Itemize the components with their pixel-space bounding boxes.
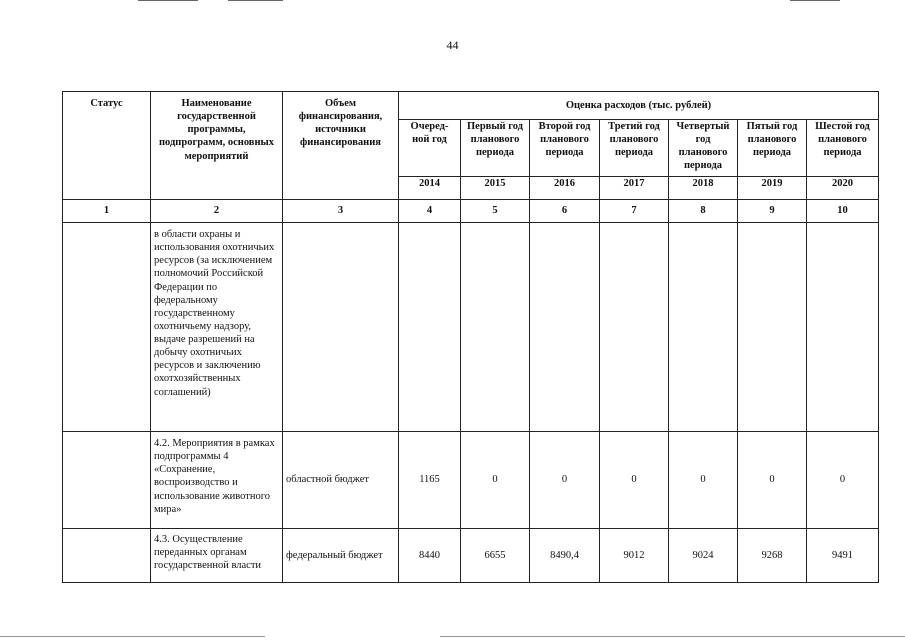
header-year: 2014 [399, 177, 461, 200]
row-value [669, 223, 738, 432]
row-value: 9268 [738, 529, 807, 583]
header-year: 2016 [530, 177, 600, 200]
header-status: Статус [63, 92, 151, 200]
row-value [530, 223, 600, 432]
expense-table [62, 91, 879, 583]
column-number: 7 [600, 200, 669, 223]
row-value [807, 223, 879, 432]
column-number: 5 [461, 200, 530, 223]
row-value [461, 223, 530, 432]
row-activity-name: 4.2. Мероприятия в рамках подпрограммы 4 «Сохранение, воспроизводство и использование животного мира» [151, 432, 283, 529]
header-period-3: Третий год планового периода [600, 120, 669, 177]
scan-line-bottom-left [0, 636, 265, 637]
header-period-2: Второй год планового периода [530, 120, 600, 177]
row-value: 0 [738, 432, 807, 529]
row-value: 8490,4 [530, 529, 600, 583]
header-year: 2015 [461, 177, 530, 200]
row-value [600, 223, 669, 432]
header-year: 2019 [738, 177, 807, 200]
row-value: 0 [461, 432, 530, 529]
header-financing: Объем финансирования, источники финансирования [283, 92, 399, 200]
column-number: 6 [530, 200, 600, 223]
row-funding-source: федеральный бюджет [283, 529, 399, 583]
table-row [63, 529, 879, 583]
table-row [63, 432, 879, 529]
column-number: 10 [807, 200, 879, 223]
row-status [63, 432, 151, 529]
column-number: 1 [63, 200, 151, 223]
row-funding-source [283, 223, 399, 432]
header-expense-estimate: Оценка расходов (тыс. рублей) [399, 92, 879, 120]
row-activity-name: 4.3. Осуществление переданных органам государственной власти [151, 529, 283, 583]
header-period-6: Шестой год планового периода [807, 120, 879, 177]
row-value: 0 [600, 432, 669, 529]
row-value: 0 [807, 432, 879, 529]
page-number: 44 [446, 38, 459, 52]
header-year: 2017 [600, 177, 669, 200]
row-activity-name: в области охраны и использования охотничьих ресурсов (за исключением полномочий Российской Федерации по федеральному государственному охотничьему надзору, выдаче разрешений на добычу охотничьих ресурсов и заключению охотхозяйственных соглашений) [151, 223, 283, 432]
header-year: 2018 [669, 177, 738, 200]
header-year: 2020 [807, 177, 879, 200]
row-value: 0 [530, 432, 600, 529]
column-number: 8 [669, 200, 738, 223]
row-status [63, 529, 151, 583]
scan-line-bottom-right [440, 636, 905, 637]
column-number: 4 [399, 200, 461, 223]
row-value: 1165 [399, 432, 461, 529]
row-value: 9491 [807, 529, 879, 583]
column-number: 3 [283, 200, 399, 223]
scan-line-top-mid [228, 0, 283, 1]
row-funding-source: областной бюджет [283, 432, 399, 529]
row-value: 8440 [399, 529, 461, 583]
row-value: 0 [669, 432, 738, 529]
row-value: 9024 [669, 529, 738, 583]
row-value [399, 223, 461, 432]
column-number-row [63, 200, 879, 223]
row-value [738, 223, 807, 432]
column-number: 2 [151, 200, 283, 223]
header-period-5: Пятый год планового периода [738, 120, 807, 177]
scan-line-top-right [790, 0, 840, 1]
row-status [63, 223, 151, 432]
row-value: 9012 [600, 529, 669, 583]
header-row-main [63, 92, 879, 120]
header-period-current: Очеред-ной год [399, 120, 461, 177]
table-row [63, 223, 879, 432]
row-value: 6655 [461, 529, 530, 583]
header-period-4: Четвертый год планового периода [669, 120, 738, 177]
header-period-1: Первый год планового периода [461, 120, 530, 177]
scan-line-top-left [138, 0, 198, 1]
header-program-name: Наименование государственной программы, подпрограмм, основных мероприятий [151, 92, 283, 200]
column-number: 9 [738, 200, 807, 223]
